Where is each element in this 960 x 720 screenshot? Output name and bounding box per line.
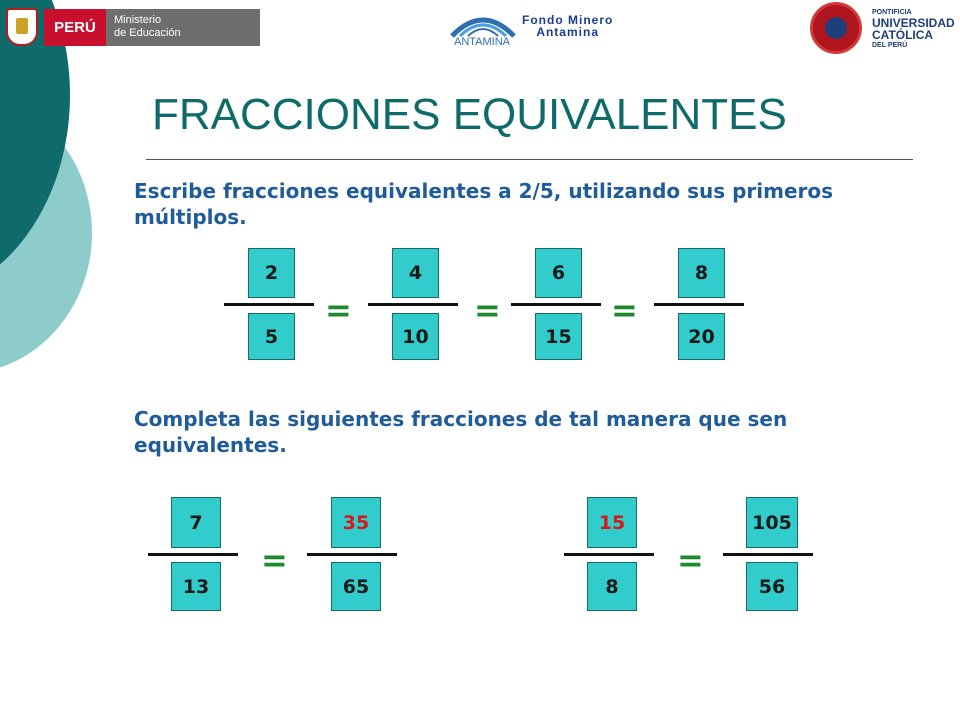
exercise-2-fraction-1-denominator: 8: [587, 562, 637, 611]
pucp-wordmark: [872, 8, 955, 50]
peru-label: PERÚ: [44, 9, 106, 46]
fraction-1-numerator: 2: [248, 248, 295, 298]
equals-sign: =: [677, 541, 704, 579]
exercise-2-answer-numerator: 15: [587, 497, 637, 548]
fraction-4-denominator: 20: [678, 313, 725, 360]
fondo-minero-text: [522, 14, 613, 38]
ministry-label: [106, 9, 260, 46]
ministry-line-2: de Educación: [114, 27, 181, 39]
pucp-seal-icon: [810, 2, 862, 54]
pucp-line-3: CATÓLICA: [872, 28, 934, 42]
pucp-line-4: DEL PERÚ: [872, 42, 908, 49]
exercise-1-fraction-2-denominator: 65: [331, 562, 381, 611]
slide-title: FRACCIONES EQUIVALENTES: [152, 90, 787, 139]
ministry-of-education-logo: [0, 6, 262, 48]
fraction-2-numerator: 4: [392, 248, 439, 298]
pucp-line-2: UNIVERSIDAD: [872, 16, 955, 30]
equals-sign: =: [474, 291, 501, 329]
fraction-4-numerator: 8: [678, 248, 725, 298]
pucp-line-1: PONTIFICIA: [872, 9, 912, 16]
instruction-2: Completa las siguientes fracciones de tal manera que sen equivalentes.: [134, 407, 788, 457]
fraction-2-denominator: 10: [392, 313, 439, 360]
exercise-1-fraction-1-denominator: 13: [171, 562, 221, 611]
instruction-1: Escribe fracciones equivalentes a 2/5, utilizando sus primeros múltiplos.: [134, 179, 834, 229]
fraction-3-bar: [511, 303, 601, 306]
exercise-1-answer-numerator: 35: [331, 497, 381, 548]
equals-sign: =: [611, 291, 638, 329]
fraction-1-bar: [224, 303, 314, 306]
equals-sign: =: [261, 541, 288, 579]
exercise-1-fraction-1-numerator: 7: [171, 497, 221, 548]
exercise-2-fraction-2-denominator: 56: [746, 562, 798, 611]
fondo-minero-antamina-logo: [444, 4, 634, 52]
exercise-2-fraction-1-bar: [564, 553, 654, 556]
fondo-line-1: Fondo Minero: [522, 13, 614, 27]
fraction-3-numerator: 6: [535, 248, 582, 298]
exercise-1-fraction-2-bar: [307, 553, 397, 556]
pucp-logo: [806, 2, 960, 54]
fraction-3-denominator: 15: [535, 313, 582, 360]
antamina-wordmark: ANTAMINA: [454, 36, 511, 48]
fondo-line-2: Antamina: [536, 25, 599, 39]
fraction-4-bar: [654, 303, 744, 306]
fraction-1-denominator: 5: [248, 313, 295, 360]
exercise-2-fraction-2-numerator: 105: [746, 497, 798, 548]
fraction-2-bar: [368, 303, 458, 306]
title-divider: [146, 159, 913, 160]
exercise-2-fraction-2-bar: [723, 553, 813, 556]
exercise-1-fraction-1-bar: [148, 553, 238, 556]
peru-shield-icon: [6, 8, 38, 46]
equals-sign: =: [325, 291, 352, 329]
ministry-line-1: Ministerio: [114, 14, 162, 26]
